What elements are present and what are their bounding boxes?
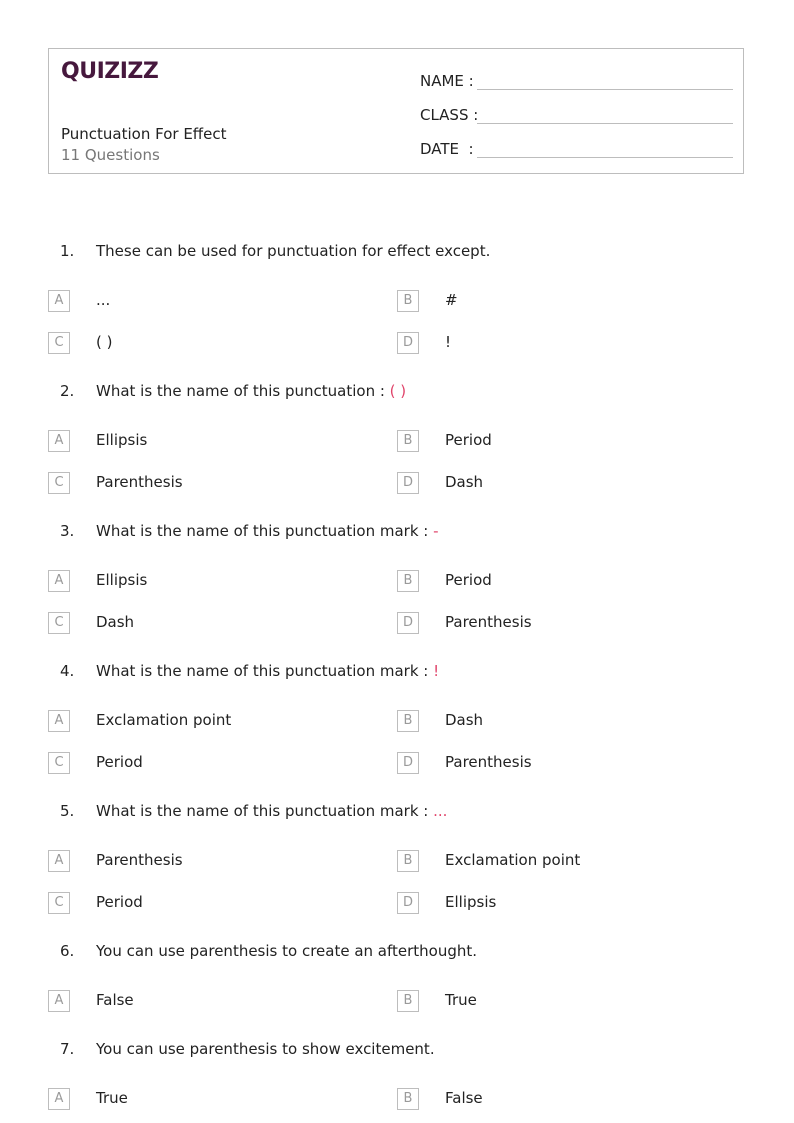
option-letter-box[interactable]: D xyxy=(397,612,419,634)
question-number: 3. xyxy=(60,522,75,540)
option-text: Dash xyxy=(445,473,484,491)
option-letter-box[interactable]: A xyxy=(48,430,70,452)
option-letter-box[interactable]: D xyxy=(397,332,419,354)
option-letter-box[interactable]: B xyxy=(397,710,419,732)
question-number: 6. xyxy=(60,942,75,960)
question-text: You can use parenthesis to show excitement. xyxy=(96,1040,435,1058)
class-field[interactable] xyxy=(420,102,478,124)
name-label: NAME : xyxy=(420,72,474,90)
question-text: These can be used for punctuation for effect except. xyxy=(96,242,491,260)
question-text: What is the name of this punctuation : ( ) xyxy=(96,382,407,400)
option-text: Exclamation point xyxy=(96,711,232,729)
option-text: Parenthesis xyxy=(445,613,532,631)
option-text: True xyxy=(445,991,477,1009)
option-letter-box[interactable]: B xyxy=(397,430,419,452)
option-text: Period xyxy=(445,571,492,589)
option-letter-box[interactable]: C xyxy=(48,892,70,914)
option-letter-box[interactable]: C xyxy=(48,612,70,634)
question-count: 11 Questions xyxy=(61,146,160,164)
option-letter-box[interactable]: A xyxy=(48,850,70,872)
option-text: # xyxy=(445,291,458,309)
option-text: Period xyxy=(445,431,492,449)
option-letter-box[interactable]: A xyxy=(48,990,70,1012)
question-number: 7. xyxy=(60,1040,75,1058)
question-text: What is the name of this punctuation mark : ... xyxy=(96,802,448,820)
option-text: False xyxy=(96,991,134,1009)
option-letter-box[interactable]: D xyxy=(397,892,419,914)
question-text: You can use parenthesis to create an afterthought. xyxy=(96,942,478,960)
option-text: Ellipsis xyxy=(96,431,148,449)
option-text: Dash xyxy=(96,613,135,631)
option-letter-box[interactable]: B xyxy=(397,990,419,1012)
option-letter-box[interactable]: A xyxy=(48,290,70,312)
question-number: 2. xyxy=(60,382,75,400)
option-text: False xyxy=(445,1089,483,1107)
option-text: Parenthesis xyxy=(96,851,183,869)
option-letter-box[interactable]: C xyxy=(48,752,70,774)
option-letter-box[interactable]: B xyxy=(397,1088,419,1110)
option-text: ! xyxy=(445,333,452,351)
class-label: CLASS : xyxy=(420,106,479,124)
option-text: Period xyxy=(96,893,143,911)
name-field[interactable] xyxy=(420,68,474,90)
option-text: Parenthesis xyxy=(96,473,183,491)
option-letter-box[interactable]: C xyxy=(48,332,70,354)
option-text: Exclamation point xyxy=(445,851,581,869)
quizizz-logo: QUIZIZZ xyxy=(61,59,159,84)
option-text: ( ) xyxy=(96,333,113,351)
option-letter-box[interactable]: D xyxy=(397,472,419,494)
option-text: Ellipsis xyxy=(445,893,497,911)
question-text: What is the name of this punctuation mark : ! xyxy=(96,662,440,680)
option-letter-box[interactable]: A xyxy=(48,710,70,732)
option-text: Dash xyxy=(445,711,484,729)
option-text: ... xyxy=(96,291,111,309)
worksheet-header xyxy=(48,48,744,174)
option-letter-box[interactable]: C xyxy=(48,472,70,494)
date-label: DATE : xyxy=(420,140,474,158)
question-text: What is the name of this punctuation mark : - xyxy=(96,522,439,540)
worksheet-title: Punctuation For Effect xyxy=(61,125,227,143)
option-letter-box[interactable]: A xyxy=(48,570,70,592)
option-text: True xyxy=(96,1089,128,1107)
option-letter-box[interactable]: B xyxy=(397,850,419,872)
option-text: Ellipsis xyxy=(96,571,148,589)
date-line xyxy=(477,157,733,158)
question-number: 1. xyxy=(60,242,75,260)
option-letter-box[interactable]: B xyxy=(397,290,419,312)
option-text: Parenthesis xyxy=(445,753,532,771)
option-letter-box[interactable]: D xyxy=(397,752,419,774)
class-line xyxy=(477,123,733,124)
question-number: 5. xyxy=(60,802,75,820)
option-letter-box[interactable]: B xyxy=(397,570,419,592)
option-text: Period xyxy=(96,753,143,771)
option-letter-box[interactable]: A xyxy=(48,1088,70,1110)
date-field[interactable] xyxy=(420,136,474,158)
question-number: 4. xyxy=(60,662,75,680)
name-line xyxy=(477,89,733,90)
